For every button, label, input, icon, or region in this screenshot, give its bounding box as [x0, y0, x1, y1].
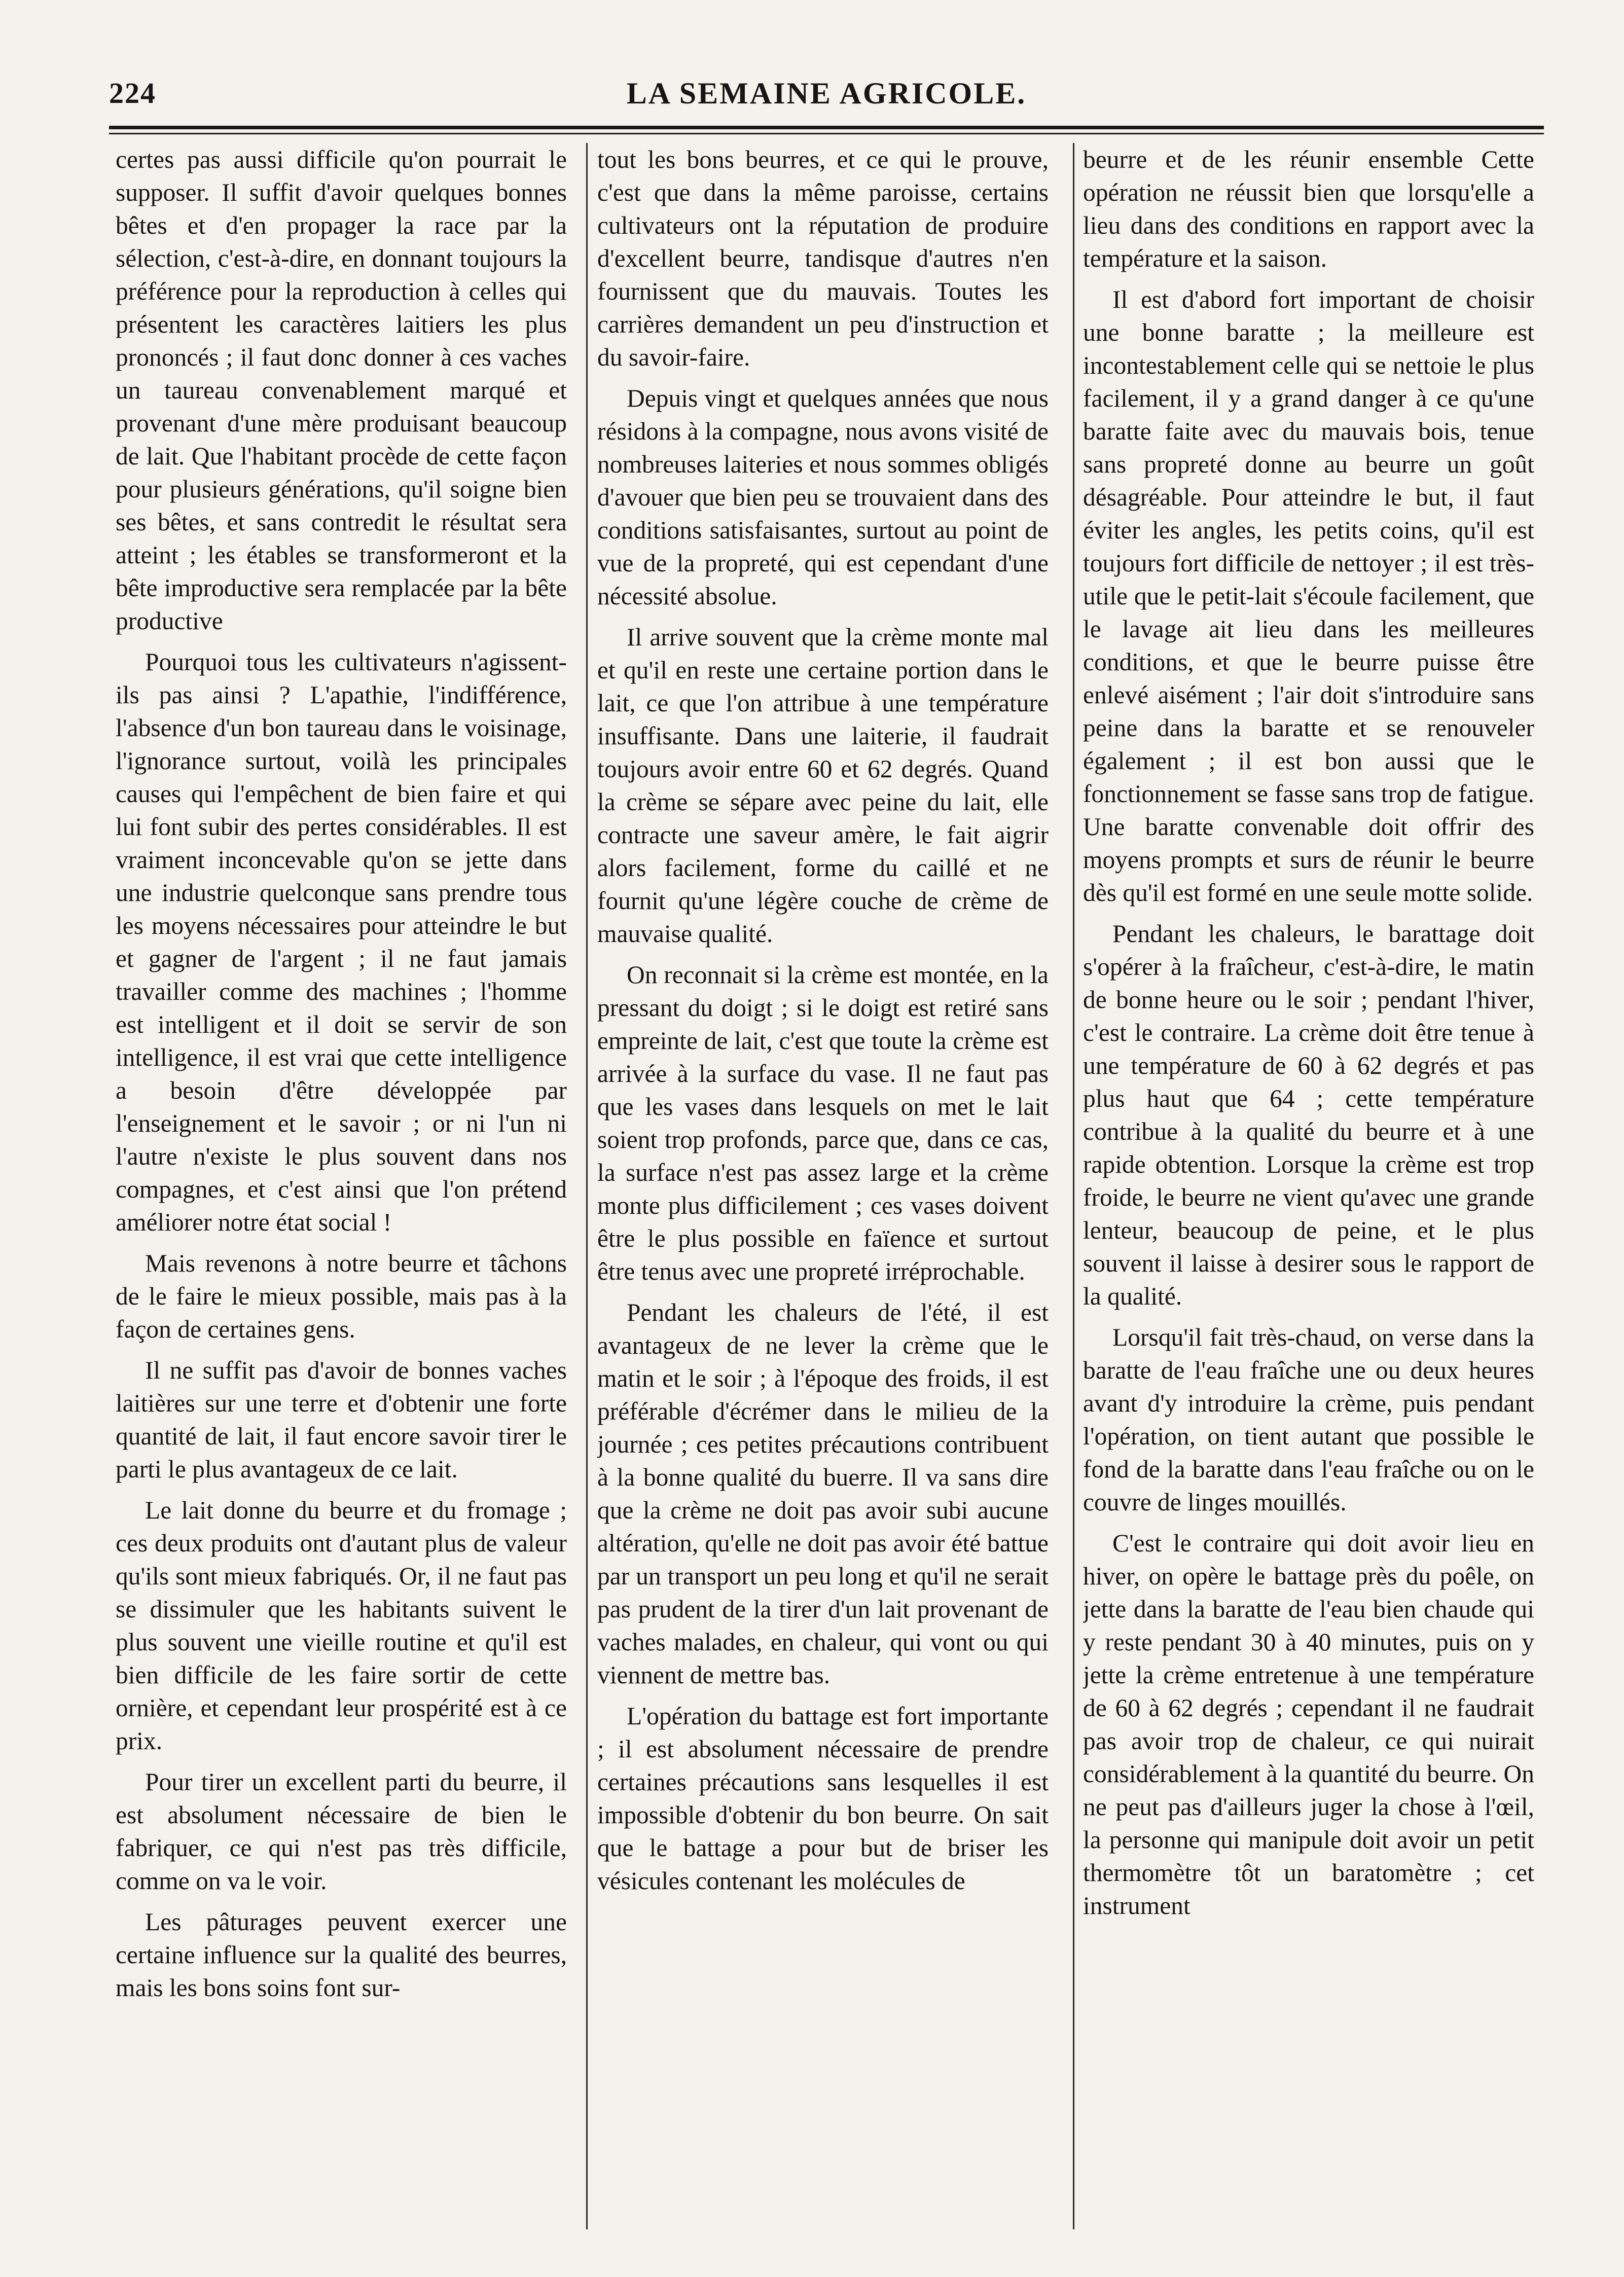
paragraph: Pourquoi tous les cultivateurs n'agissent-ils pas ainsi ? L'apathie, l'indifférence, l'absence d'un bon taureau dans le voisinage, l'ignorance surtout, voilà les principales causes qui l'empêchent de bien faire et qui lui font subir des pertes considérables. Il est vraiment inconcevable qu'on se jette dans une industrie quelconque sans prendre tous les moyens nécessaires pour atteindre le but et gagner de l'argent ; il ne faut jamais travailler comme des machines ; l'homme est intelligent et il doit se servir de son intelligence, il est vrai que cette intelligence a besoin d'être développée par l'enseignement et le savoir ; or ni l'un ni l'autre n'existe le plus souvent dans nos compagnes, et c'est ainsi que l'on prétend améliorer notre état social !: [116, 648, 567, 1236]
paragraph: certes pas aussi difficile qu'on pourrait le supposer. Il suffit d'avoir quelques bonnes bêtes et d'en propager la race par la sélection, c'est-à-dire, en donnant toujours la préférence pour la reproduction à celles qui présentent les caractères laitiers les plus prononcés ; il faut donc donner à ces vaches un taureau convenablement marqué et provenant d'une mère produisant beaucoup de lait. Que l'habitant procède de cette façon pour plusieurs générations, qu'il soigne bien ses bêtes, et sans contredit le résultat sera atteint ; les étables se transformeront et la bête improductive sera remplacée par la bête productive: [116, 146, 567, 635]
column-divider: [1073, 143, 1074, 2229]
paragraph: Pendant les chaleurs, le barattage doit s'opérer à la fraîcheur, c'est-à-dire, le matin de bonne heure ou le soir ; pendant l'hiver, c'est le contraire. La crème doit être tenue à une température de 60 à 62 degrés et pas plus haut que 64 ; cette température contribue à la qualité du beurre et à une rapide obtention. Lorsque la crème est trop froide, le beurre ne vient qu'avec une grande lenteur, beaucoup de peine, et le plus souvent il laisse à desirer sous le rapport de la qualité.: [1083, 920, 1534, 1310]
paragraph: Il est d'abord fort important de choisir une bonne baratte ; la meilleure est incontestablement celle qui se nettoie le plus facilement, il y a grand danger à ce qu'une baratte faite avec du mauvais bois, tenue sans propreté donne au beurre un goût désagréable. Pour atteindre le but, il faut éviter les angles, les petits coins, qu'il est toujours fort difficile de nettoyer ; il est très-utile que le petit-lait s'écoule facilement, que le lavage ait lieu dans les meilleures conditions, et que le beurre puisse être enlevé aisément ; l'air doit s'introduire sans peine dans la baratte et se renouveler également ; il est bon aussi que le fonctionnement se fasse sans trop de fatigue. Une baratte convenable doit offrir des moyens prompts et surs de réunir le beurre dès qu'il est formé en une seule motte solide.: [1083, 285, 1534, 907]
text-column-3: [1083, 143, 1534, 2229]
paragraph: Le lait donne du beurre et du fromage ; ces deux produits ont d'autant plus de valeur qu'ils sont mieux fabriqués. Or, il ne faut pas se dissimuler que les habitants suivent le plus souvent une vieille routine et qu'il est bien difficile de les faire sortir de cette ornière, et cependant leur prospérité est à ce prix.: [116, 1496, 567, 1755]
page-number: 224: [109, 77, 156, 110]
text-column-1: [116, 143, 567, 2229]
paragraph: beurre et de les réunir ensemble Cette opération ne réussit bien que lorsqu'elle a lieu dans des conditions en rapport avec la température et la saison.: [1083, 146, 1534, 272]
paragraph: C'est le contraire qui doit avoir lieu en hiver, on opère le battage près du poêle, on jette dans la baratte de l'eau bien chaude qui y reste pendant 30 à 40 minutes, puis on y jette la crème entretenue à une température de 60 à 62 degrés ; cependant il ne faudrait pas avoir trop de chaleur, ce qui nuirait considérablement à la quantité du beurre. On ne peut pas d'ailleurs juger la chose à l'œil, la personne qui manipule doit avoir un petit thermomètre tôt un baratomètre ; cet instrument: [1083, 1529, 1534, 1920]
paragraph: L'opération du battage est fort importante ; il est absolument nécessaire de prendre certaines précautions sans lesquelles il est impossible d'obtenir du bon beurre. On sait que le battage a pour but de briser les vésicules contenant les molécules de: [597, 1702, 1049, 1895]
paragraph: Depuis vingt et quelques années que nous résidons à la compagne, nous avons visité de nombreuses laiteries et nous sommes obligés d'avouer que bien peu se trouvaient dans des conditions satisfaisantes, surtout au point de vue de la propreté, qui est cependant d'une nécessité absolue.: [597, 384, 1049, 610]
page-header: [109, 76, 1544, 112]
paragraph: Pour tirer un excellent parti du beurre, il est absolument nécessaire de bien le fabriquer, ce qui n'est pas très difficile, comme on va le voir.: [116, 1768, 567, 1895]
paragraph: Il ne suffit pas d'avoir de bonnes vaches laitières sur une terre et d'obtenir une forte quantité de lait, il faut encore savoir tirer le parti le plus avantageux de ce lait.: [116, 1356, 567, 1483]
journal-title: LA SEMAINE AGRICOLE.: [626, 77, 1027, 110]
text-column-2: [597, 143, 1049, 2229]
paragraph: Mais revenons à notre beurre et tâchons de le faire le mieux possible, mais pas à la façon de certaines gens.: [116, 1249, 567, 1343]
column-divider: [586, 143, 588, 2229]
header-rule-thick: [109, 126, 1544, 129]
paragraph: Les pâturages peuvent exercer une certaine influence sur la qualité des beurres, mais les bons soins font sur-: [116, 1908, 567, 2002]
paragraph: Il arrive souvent que la crème monte mal et qu'il en reste une certaine portion dans le lait, ce que l'on attribue à une température insuffisante. Dans une laiterie, il faudrait toujours avoir entre 60 et 62 degrés. Quand la crème se sépare avec peine du lait, elle contracte une saveur amère, le fait aigrir alors facilement, forme du caillé et ne fournit qu'une légère couche de crème de mauvaise qualité.: [597, 623, 1049, 948]
paragraph: Lorsqu'il fait très-chaud, on verse dans la baratte de l'eau fraîche une ou deux heures avant d'y introduire la crème, puis pendant l'opération, on tient autant que possible le fond de la baratte dans l'eau fraîche ou on le couvre de linges mouillés.: [1083, 1323, 1534, 1516]
paragraph: On reconnait si la crème est montée, en la pressant du doigt ; si le doigt est retiré sans empreinte de lait, c'est que toute la crème est arrivée à la surface du vase. Il ne faut pas que les vases dans lesquels on met le lait soient trop profonds, parce que, dans ce cas, la surface n'est pas assez large et la crème monte plus difficilement ; ces vases doivent être le plus possible en faïence et surtout être tenus avec une propreté irréprochable.: [597, 961, 1049, 1285]
header-rule-thin: [109, 133, 1544, 134]
paragraph: tout les bons beurres, et ce qui le prouve, c'est que dans la même paroisse, certains cultivateurs ont la réputation de produire d'excellent beurre, tandisque d'autres n'en fournissent que du mauvais. Toutes les carrières demandent un peu d'instruction et du savoir-faire.: [597, 146, 1049, 371]
paragraph: Pendant les chaleurs de l'été, il est avantageux de ne lever la crème que le matin et le soir ; à l'époque des froids, il est préférable d'écrémer dans le milieu de la journée ; ces petites précautions contribuent à la bonne qualité du buerre. Il va sans dire que la crème ne doit pas avoir subi aucune altération, qu'elle ne doit pas avoir été battue par un transport un peu long et qu'il ne serait pas prudent de la tirer d'un lait provenant de vaches malades, en chaleur, qui vont ou qui viennent de mettre bas.: [597, 1298, 1049, 1689]
